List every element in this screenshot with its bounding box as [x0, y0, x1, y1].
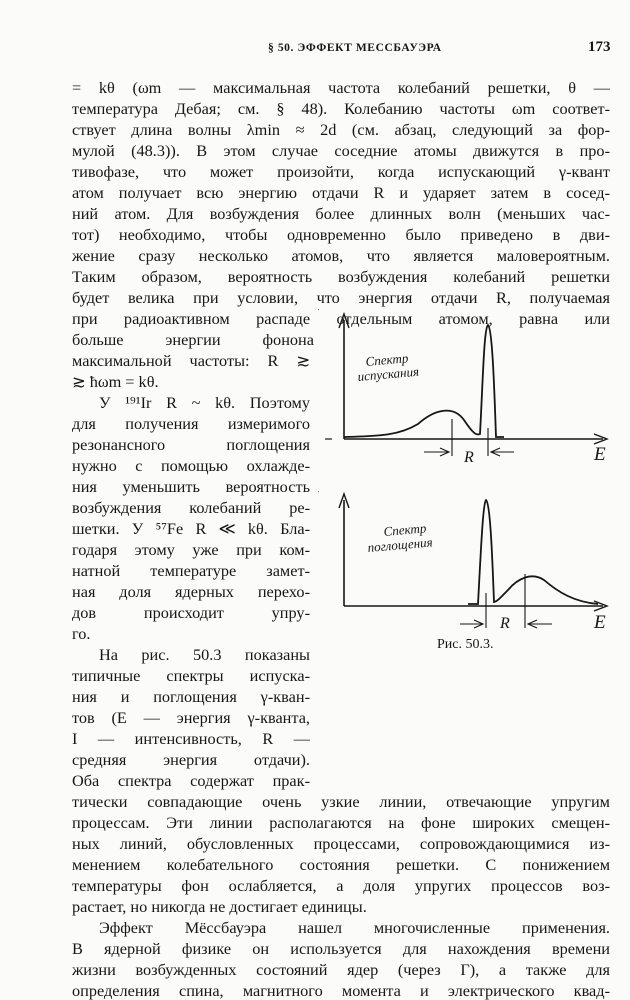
text-line: Эффект Мёссбауэра нашел многочисленные применения. — [99, 918, 610, 937]
running-header — [0, 38, 630, 62]
figure-caption: Рис. 50.3. — [437, 637, 494, 652]
text-line: тов (E — энергия γ-кванта, — [72, 708, 310, 727]
text-line: жизни возбужденных состояний ядер (через Γ), а также для — [72, 960, 610, 979]
emission-shift-label: R — [464, 449, 474, 466]
emission-subtitle: испускания — [356, 363, 420, 384]
text-line: нужно с помощью охлажде- — [72, 456, 310, 475]
text-line: возбуждения колебаний ре- — [72, 498, 310, 517]
emission-title: Спектр — [364, 350, 409, 369]
text-line: менением колебательного состояния решетки. С понижением — [72, 855, 610, 874]
absorption-subtitle: поглощения — [366, 534, 434, 555]
text-line: натной температуре замет- — [72, 561, 310, 580]
text-line: тически совпадающие очень узкие линии, отвечающие упругим — [72, 792, 610, 811]
text-line: температуры фон ослабляется, а доля упругих процессов воз- — [72, 876, 610, 895]
page-number: 173 — [588, 39, 611, 55]
text-line: I — интенсивность, R — — [72, 729, 310, 748]
text-line: У ¹⁹¹Ir R ~ kθ. Поэтому — [99, 393, 310, 412]
absorption-shift-label: R — [500, 615, 510, 632]
text-line: ≳ ħωm = kθ. — [72, 372, 159, 391]
text-line: Оба спектра содержат прак- — [72, 771, 310, 790]
emission-spectrum-panel — [318, 308, 607, 466]
text-line: ния и поглощения γ-кван- — [72, 687, 310, 706]
text-line: тот) необходимо, чтобы одновременно было приведено в дви- — [72, 225, 610, 244]
figure-50-3 — [318, 308, 614, 638]
emission-y-label — [318, 308, 320, 327]
absorption-title: Спектр — [382, 520, 427, 539]
text-line: ний атом. Для возбуждения более длинных волн (меньших час- — [72, 204, 610, 223]
text-line: мулой (48.3)). В этом случае соседние атомы движутся в про- — [72, 141, 610, 160]
text-line: = kθ (ωm — максимальная частота колебаний решетки, θ — — [72, 78, 610, 97]
text-line: температура Дебая; см. § 48). Колебанию частоты ωm соответ- — [72, 99, 610, 118]
text-line: максимальной частоты: R ≳ — [72, 351, 310, 370]
absorption-curve — [468, 500, 598, 604]
text-line: ная доля ядерных перехо- — [72, 582, 310, 601]
text-line: годаря этому уже при ком- — [72, 540, 310, 559]
text-line: при радиоактивном распаде отдельным атомом, равна или — [72, 309, 610, 328]
text-line: процессам. Эти линии располагаются на фоне широких смещен- — [72, 813, 610, 832]
text-line: го. — [72, 624, 91, 643]
text-line: резонансного поглощения — [72, 435, 310, 454]
running-head: § 50. ЭФФЕКТ МЕССБАУЭРА — [268, 42, 442, 54]
text-line: будет велика при условии, что энергия отдачи R, получаемая — [72, 288, 610, 307]
text-line: типичные спектры испуска- — [72, 666, 310, 685]
text-line: ствует длина волны λmin ≈ 2d (см. абзац, следующий за фор- — [72, 120, 610, 139]
absorption-spectrum-panel — [318, 488, 607, 633]
text-line: В ядерной физике он используется для нахождения времени — [72, 939, 610, 958]
text-line: больше энергии фонона — [72, 330, 314, 349]
text-line: дов происходит упру- — [72, 603, 310, 622]
text-line: растает, но никогда не достигает единицы. — [72, 897, 367, 916]
text-line: определения спина, магнитного момента и электрического квад- — [72, 981, 610, 1000]
text-line: жение сразу несколько атомов, что является маловероятным. — [72, 246, 610, 265]
text-line: тивофазе, что может произойти, когда испускающий γ-квант — [72, 162, 610, 181]
absorption-x-label: E — [594, 612, 606, 633]
text-line: для получения измеримого — [72, 414, 310, 433]
text-line: шетки. У ⁵⁷Fe R ≪ kθ. Бла- — [72, 519, 310, 538]
absorption-y-label — [318, 488, 320, 509]
emission-x-label: E — [594, 444, 606, 465]
text-line: атом получает всю энергию отдачи R и ударяет затем в сосед- — [72, 183, 610, 202]
text-line: средняя энергия отдачи). — [72, 750, 310, 769]
text-line: ния уменьшить вероятность — [72, 477, 310, 496]
text-line: На рис. 50.3 показаны — [99, 645, 310, 664]
text-line: ных линий, обусловленных процессами, сопровождающимися из- — [72, 834, 610, 853]
text-line: Таким образом, вероятность возбуждения колебаний решетки — [72, 267, 610, 286]
